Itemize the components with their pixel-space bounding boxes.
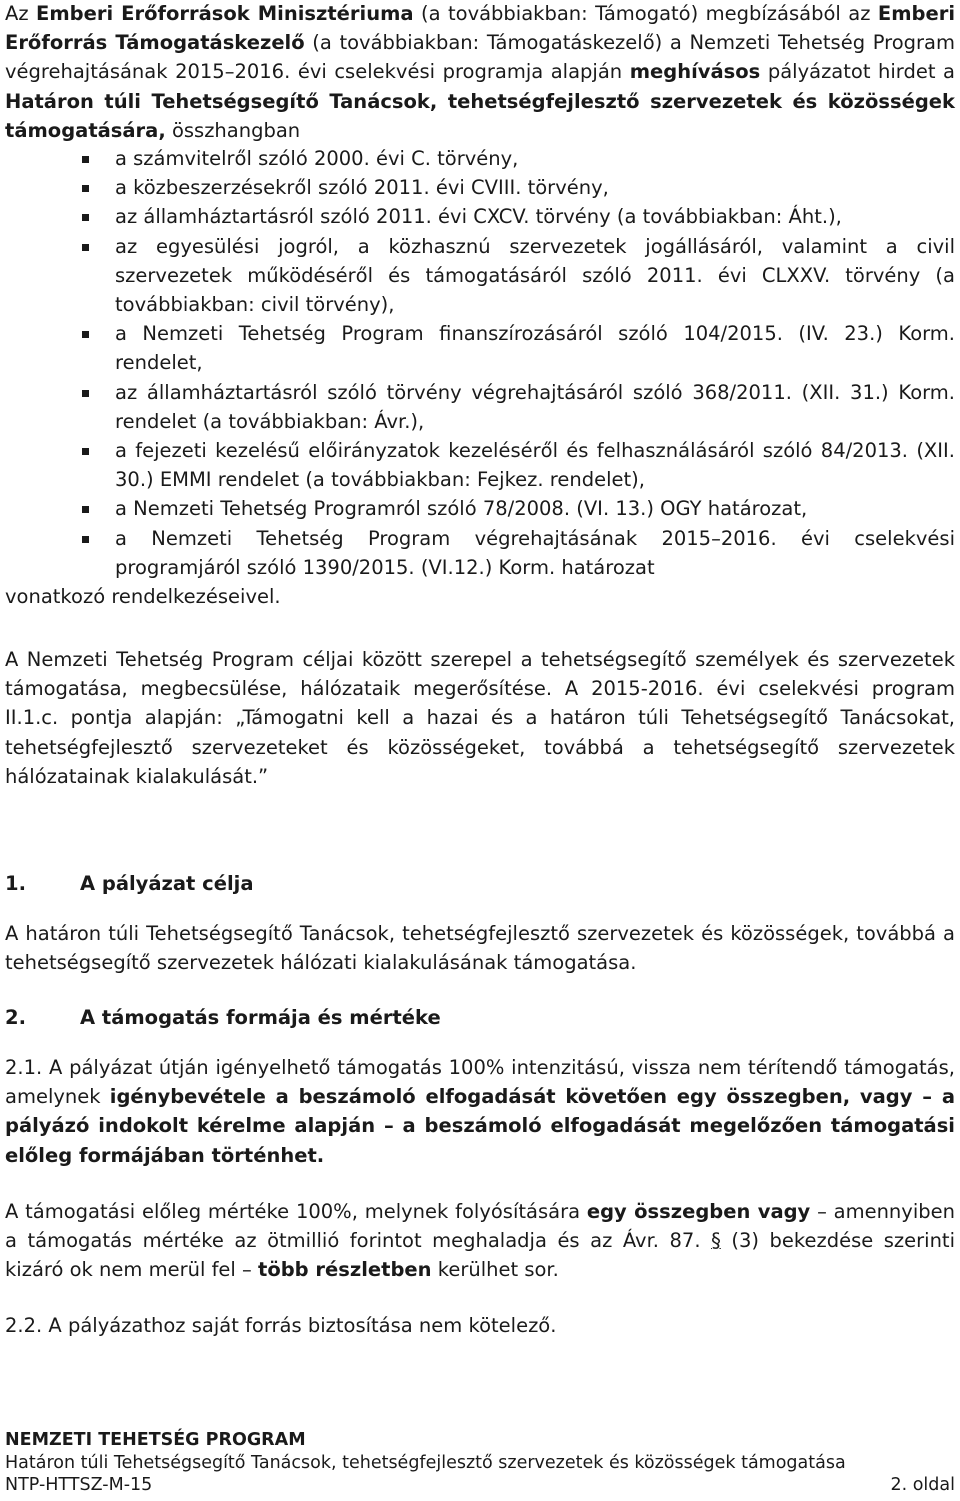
footer-title: NEMZETI TEHETSÉG PROGRAM [5, 1430, 306, 1450]
call-subject: Határon túli Tehetségsegítő Tanácsok, tehetségfejlesztő szervezetek és közösségek támogatására, [5, 89, 955, 142]
section-2-2-paragraph: 2.2. A pályázathoz saját forrás biztosítása nem kötelező. [5, 1314, 557, 1337]
section-2-heading [5, 1003, 441, 1032]
intro-text-5: összhangban [165, 118, 301, 142]
support-manager-name: Emberi Erőforrás Támogatáskezelő [5, 2, 955, 55]
intro-text-4: pályázatot hirdet a [760, 60, 955, 84]
bullet-icon [82, 156, 89, 163]
section-number: 1. [5, 872, 26, 895]
section-title: A támogatás formája és mértéke [80, 1006, 441, 1029]
bullet-icon [82, 214, 89, 221]
ministry-name: Emberi Erőforrások Minisztériuma [36, 2, 414, 25]
closing-line: vonatkozó rendelkezéseivel. [5, 585, 281, 608]
section-number: 2. [5, 1006, 26, 1029]
section-1-text: A határon túli Tehetségsegítő Tanácsok, tehetségfejlesztő szervezetek és közösségek, továbbá a tehetségsegítő szervezetek hálózati kialakulásának támogatása. [5, 922, 955, 975]
intro-text-1: Az [5, 2, 37, 25]
list-item: a Nemzeti Tehetség Program finanszírozásáról szóló 104/2015. (IV. 23.) Korm. rendelet, [5, 319, 955, 377]
list-item: a Nemzeti Tehetség Programról szóló 78/2008. (VI. 13.) OGY határozat, [5, 494, 955, 523]
intro-text-3: (a továbbiakban: Támogatáskezelő) a Nemzeti Tehetség Program végrehajtásának 2015–2016. évi cselekvési programja alapján [5, 31, 956, 84]
goals-paragraph: A Nemzeti Tehetség Program céljai között szerepel a tehetségsegítő személyek és szervezetek támogatása, megbecsülése, hálózataik megerősítése. A 2015-2016. évi cselekvési program II.1.c. pontja alapján: „Támogatni kell a hazai és a határon túli Tehetségsegítő Tanácsokat, tehetségfejlesztő szervezeteket és közösségeket, továbbá a tehetségsegítő szervezetek hálózatainak kialakulását.” [5, 648, 955, 788]
list-item: a Nemzeti Tehetség Program végrehajtásának 2015–2016. évi cselekvési programjáról szóló 1390/2015. (VI.12.) Korm. határozat [5, 524, 955, 582]
legal-basis-list [5, 144, 955, 582]
advance-paragraph: A támogatási előleg mértéke 100%, melynek folyósítására egy összegben vagy – amennyiben a támogatás mértéke az ötmillió forintot meghaladja és az Ávr. 87. § (3) bekezdése szerinti kizáró ok nem merül fel – több részletben kerülhet sor. [5, 1200, 955, 1282]
section-sign: § [711, 1229, 721, 1253]
intro-paragraph [5, 0, 955, 145]
list-item: az államháztartásról szóló törvény végrehajtásáról szóló 368/2011. (XII. 31.) Korm. rendelet (a továbbiakban: Ávr.), [5, 378, 955, 436]
document-code: NTP-HTTSZ-M-15 [5, 1475, 153, 1495]
intro-text-2: (a továbbiakban: Támogató) megbízásából az [413, 2, 878, 25]
list-item: a számvitelről szóló 2000. évi C. törvény, [5, 144, 955, 173]
section-2-1-paragraph: 2.1. A pályázat útján igényelhető támogatás 100% intenzitású, vissza nem térítendő támogatás, amelynek igénybevétele a beszámoló elfogadását követően egy összegben, vagy – a pályázó indokolt kérelme alapján – a beszámoló elfogadását megelőzően támogatási előleg formájában történhet. [5, 1056, 955, 1167]
section-title: A pályázat célja [80, 872, 254, 895]
footer-subtitle: Határon túli Tehetségsegítő Tanácsok, tehetségfejlesztő szervezetek és közösségek támogatása [5, 1452, 846, 1473]
bullet-icon [82, 244, 89, 251]
bold-condition: igénybevétele a beszámoló elfogadását követően egy összegben, vagy – a pályázó indokolt kérelme alapján – a beszámoló elfogadását megelőzően támogatási előleg formájában történhet. [5, 1085, 955, 1167]
bullet-icon [82, 536, 89, 543]
list-item: a fejezeti kezelésű előirányzatok kezeléséről és felhasználásáról szóló 84/2013. (XII. 30.) EMMI rendelet (a továbbiakban: Fejkez. rendelet), [5, 436, 955, 494]
invitation-type: meghívásos [629, 60, 761, 84]
bullet-icon [82, 331, 89, 338]
page-footer [5, 1429, 955, 1497]
list-item: az államháztartásról szóló 2011. évi CXCV. törvény (a továbbiakban: Áht.), [5, 202, 955, 231]
bullet-icon [82, 448, 89, 455]
bullet-icon [82, 185, 89, 192]
list-item: az egyesülési jogról, a közhasznú szervezetek jogállásáról, valamint a civil szervezetek működéséről és támogatásáról szóló 2011. évi CLXXV. törvény (a továbbiakban: civil törvény), [5, 232, 955, 320]
footer-row [5, 1474, 955, 1497]
list-item: a közbeszerzésekről szóló 2011. évi CVIII. törvény, [5, 173, 955, 202]
bullet-icon [82, 390, 89, 397]
page-number: 2. oldal [890, 1475, 955, 1495]
section-1-heading [5, 869, 253, 898]
bullet-icon [82, 506, 89, 513]
